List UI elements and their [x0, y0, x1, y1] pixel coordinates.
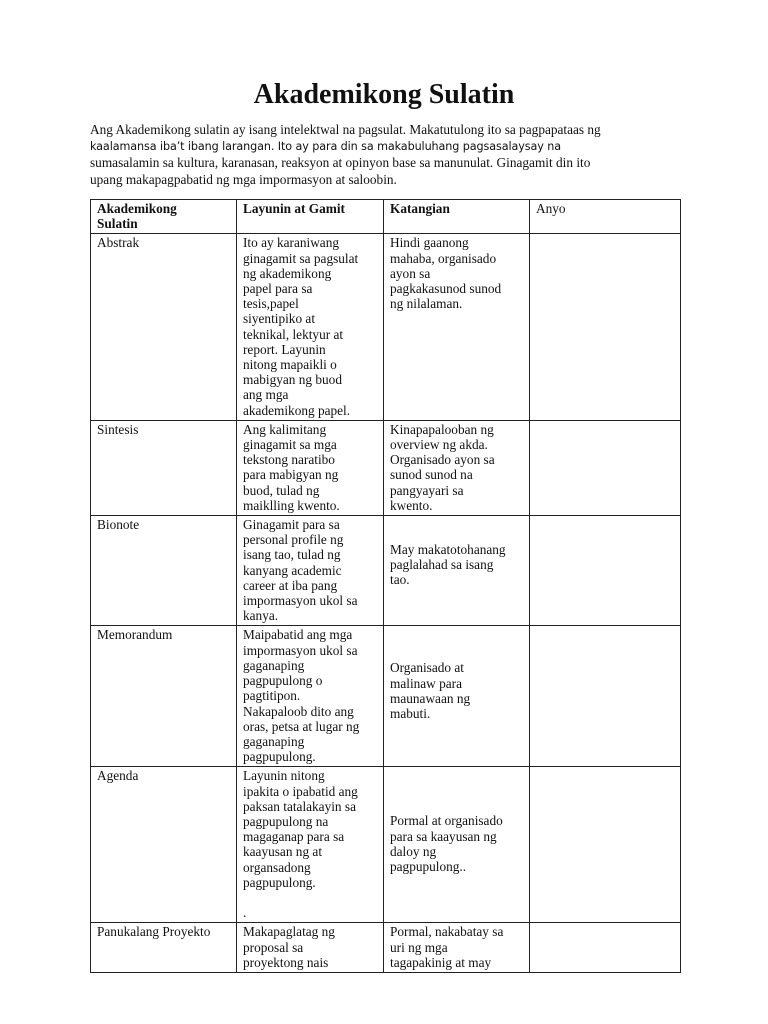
table-row [91, 923, 681, 973]
row-anyo [530, 626, 681, 767]
table-row [91, 767, 681, 923]
row-anyo [530, 516, 681, 626]
intro-paragraph [90, 122, 682, 188]
row-name: Memorandum [91, 626, 237, 767]
row-name: Abstrak [91, 234, 237, 420]
table-row [91, 626, 681, 767]
intro-line: upang makapagpabatid ng mga impormasyon at saloobin. [90, 171, 397, 187]
row-katangian: Pormal at organisado para sa kaayusan ng daloy ng pagpupulong.. [390, 813, 503, 874]
header-akademikong-sulatin: Akademikong Sulatin [91, 200, 237, 234]
row-layunin: Maipabatid ang mga impormasyon ukol sa gaganaping pagpupulong o pagtitipon. Nakapaloob dito ang oras, petsa at lugar ng gaganaping pagpupulong. [237, 626, 384, 767]
cell-spacer [390, 768, 524, 813]
row-name: Panukalang Proyekto [91, 923, 237, 973]
row-katangian: Organisado at malinaw para maunawaan ng mabuti. [390, 660, 471, 722]
row-anyo [530, 420, 681, 515]
header-katangian: Katangian [384, 200, 530, 234]
row-name: Bionote [91, 516, 237, 626]
table-header-row [91, 200, 681, 234]
cell-spacer [390, 627, 524, 660]
row-name-cell [91, 767, 237, 923]
row-katangian: Kinapapalooban ng overview ng akda. Organisado ayon sa sunod sunod na pangyayari sa kwento. [384, 420, 530, 515]
sulatin-table [90, 199, 681, 973]
intro-line: Ang Akademikong sulatin ay isang intelektwal na pagsulat. Makatutulong ito sa pagpapataas ng [90, 122, 601, 137]
row-anyo [530, 923, 681, 973]
row-katangian-cell [384, 767, 530, 923]
header-layunin-at-gamit: Layunin at Gamit [237, 200, 384, 234]
intro-line: sumasalamin sa kultura, karanasan, reaksyon at opinyon base sa manunulat. Ginagamit din ito [90, 155, 591, 170]
row-layunin: Ginagamit para sa personal profile ng isang tao, tulad ng kanyang academic career at iba pang impormasyon ukol sa kanya. [237, 516, 384, 626]
row-layunin: Makapaglatag ng proposal sa proyektong nais [237, 923, 384, 973]
cell-spacer [390, 517, 524, 542]
row-name: Sintesis [91, 420, 237, 515]
row-katangian: May makatotohanang paglalahad sa isang tao. [390, 542, 506, 588]
row-katangian: Hindi gaanong mahaba, organisado ayon sa pagkakasunod sunod ng nilalaman. [384, 234, 530, 420]
row-layunin: Ito ay karaniwang ginagamit sa pagsulat ng akademikong papel para sa tesis,papel siyentipiko at teknikal, lektyur at report. Layunin nitong mapaikli o mabigyan ng buod ang mga akademikong papel. [237, 234, 384, 420]
row-anyo [530, 234, 681, 420]
row-anyo [530, 767, 681, 923]
row-layunin: Layunin nitong ipakita o ipabatid ang paksan tatalakayin sa pagpupulong na magaganap para sa kaayusan ng at organsadong pagpupulong. . [237, 767, 384, 923]
table-row [91, 516, 681, 626]
table-row [91, 420, 681, 515]
row-katangian-cell [384, 516, 530, 626]
document-title: Akademikong Sulatin [253, 79, 515, 110]
row-katangian-cell [384, 626, 530, 767]
row-katangian: Pormal, nakabatay sa uri ng mga tagapakinig at may [384, 923, 530, 973]
intro-line: kaalamansa iba’t ibang larangan. Ito ay para din sa makabuluhang pagsasalaysay na [90, 139, 561, 153]
table-row [91, 234, 681, 420]
header-anyo: Anyo [530, 200, 681, 234]
row-name: Agenda [97, 768, 139, 784]
row-layunin: Ang kalimitang ginagamit sa mga tekstong naratibo para mabigyan ng buod, tulad ng maiklling kwento. [237, 420, 384, 515]
